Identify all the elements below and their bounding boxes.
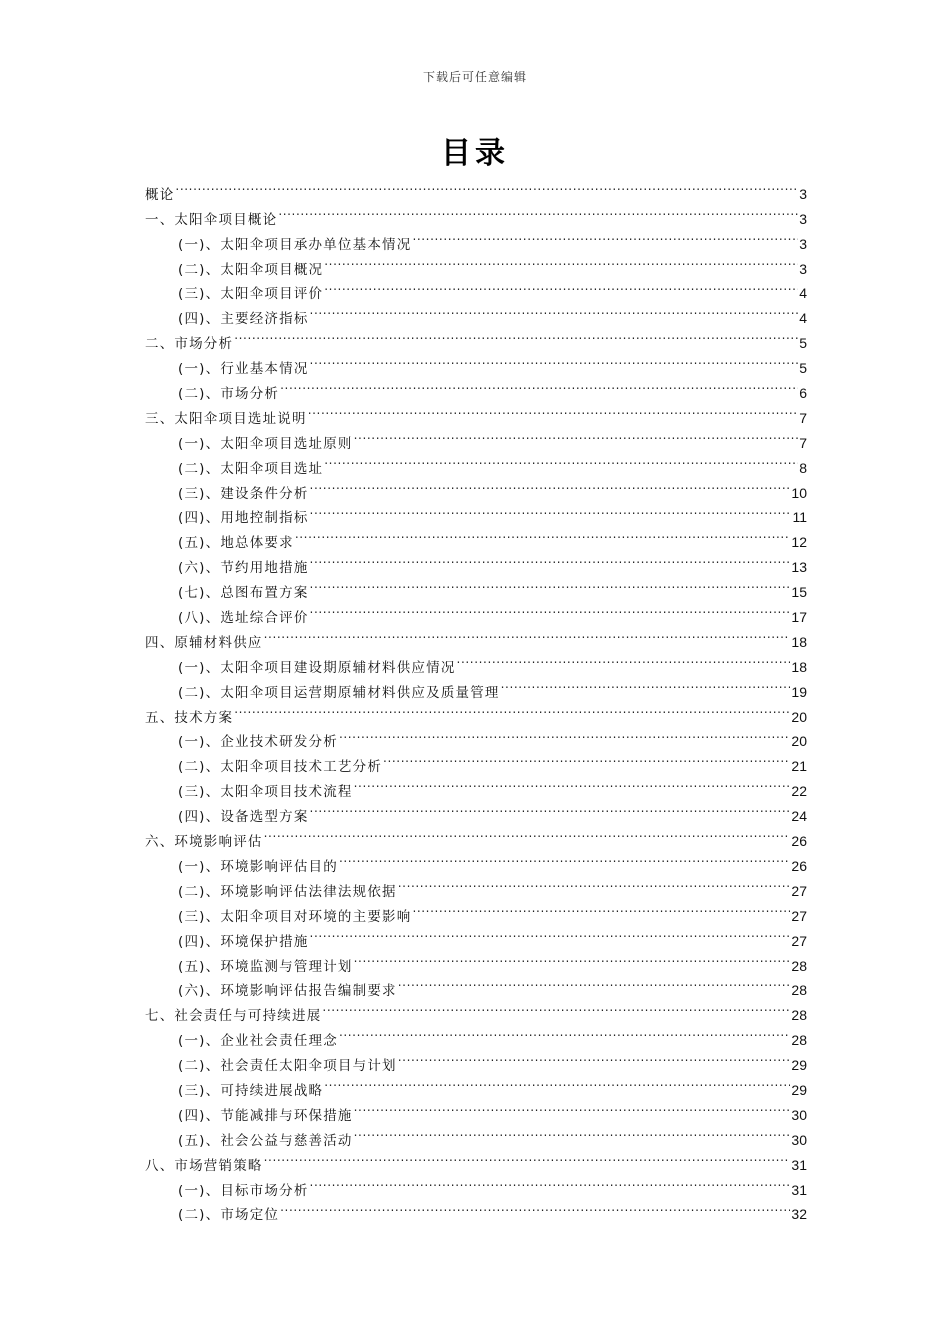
toc-entry-label: (五)、环境监测与管理计划	[178, 958, 353, 975]
toc-entry-label: (一)、企业社会责任理念	[178, 1033, 338, 1050]
toc-dot-leader	[310, 473, 791, 498]
toc-entry-page-number: 26	[791, 857, 807, 874]
toc-entry[interactable]	[145, 199, 807, 228]
toc-entry-page-number: 27	[791, 907, 807, 924]
toc-entry-page-number: 29	[791, 1081, 807, 1098]
toc-entry-label: (六)、节约用地措施	[178, 560, 309, 577]
toc-dot-leader	[412, 896, 790, 921]
toc-entry-page-number: 28	[791, 1032, 807, 1049]
toc-entry-page-number: 7	[799, 409, 807, 426]
toc-dot-leader	[354, 771, 791, 796]
toc-entry-page-number: 29	[791, 1057, 807, 1074]
toc-dot-leader	[322, 995, 790, 1020]
toc-entry-page-number: 28	[791, 982, 807, 999]
toc-entry-label: (四)、主要经济指标	[178, 311, 309, 328]
toc-entry-page-number: 31	[791, 1156, 807, 1173]
toc-entry-page-number: 28	[791, 1007, 807, 1024]
toc-entry-page-number: 6	[799, 385, 807, 402]
toc-entry-label: (六)、环境影响评估报告编制要求	[178, 983, 397, 1000]
toc-entry[interactable]	[145, 174, 807, 203]
toc-dot-leader	[324, 448, 798, 473]
toc-entry[interactable]	[145, 323, 807, 353]
toc-entry-page-number: 3	[799, 210, 807, 227]
toc-entry[interactable]	[145, 697, 807, 726]
toc-entry-page-number: 4	[799, 285, 807, 302]
toc-entry-label: (四)、设备选型方案	[178, 809, 309, 826]
toc-entry-label: (四)、节能减排与环保措施	[178, 1107, 353, 1124]
toc-entry-label: (三)、可持续进展战略	[178, 1082, 324, 1099]
toc-dot-leader	[339, 846, 790, 871]
toc-entry-page-number: 12	[791, 534, 807, 551]
toc-entry-label: 八、市场营销策略	[145, 1157, 263, 1174]
toc-entry-page-number: 30	[791, 1106, 807, 1123]
toc-entry-page-number: 3	[799, 235, 807, 252]
toc-dot-leader	[310, 572, 791, 597]
toc-entry-label: (二)、市场定位	[178, 1207, 280, 1224]
toc-dot-leader	[310, 348, 799, 373]
toc-entry-page-number: 3	[799, 260, 807, 277]
table-of-contents	[145, 174, 807, 1224]
page-title: 目录	[441, 136, 509, 171]
toc-entry-label: (三)、太阳伞项目评价	[178, 286, 324, 303]
toc-entry-page-number: 20	[791, 708, 807, 725]
toc-entry[interactable]	[145, 348, 807, 378]
toc-entry-page-number: 8	[799, 459, 807, 476]
toc-entry-page-number: 18	[791, 633, 807, 650]
toc-entry-label: 六、环境影响评估	[145, 834, 263, 851]
toc-dot-leader	[264, 1145, 791, 1170]
toc-entry-label: (五)、社会公益与慈善活动	[178, 1132, 353, 1149]
toc-entry-label: (二)、社会责任太阳伞项目与计划	[178, 1058, 397, 1075]
toc-entry-label: (四)、环境保护措施	[178, 933, 309, 950]
toc-entry-label: (五)、地总体要求	[178, 535, 294, 552]
toc-entry-page-number: 15	[791, 584, 807, 601]
toc-dot-leader	[310, 298, 799, 323]
toc-dot-leader	[310, 597, 791, 622]
toc-entry-label: 二、市场分析	[145, 336, 234, 353]
toc-entry-label: (八)、选址综合评价	[178, 610, 309, 627]
toc-dot-leader	[310, 796, 791, 821]
toc-dot-leader	[310, 498, 792, 523]
toc-entry-label: (二)、太阳伞项目选址	[178, 460, 324, 477]
toc-dot-leader	[457, 647, 791, 672]
toc-entry-page-number: 5	[799, 335, 807, 352]
toc-entry-label: (七)、总图布置方案	[178, 585, 309, 602]
toc-entry-page-number: 26	[791, 833, 807, 850]
toc-dot-leader	[324, 1070, 790, 1095]
toc-entry-page-number: 31	[791, 1181, 807, 1198]
toc-entry-page-number: 21	[791, 758, 807, 775]
toc-entry-label: 概论	[145, 186, 175, 203]
toc-dot-leader	[398, 1045, 791, 1070]
toc-dot-leader	[310, 1170, 791, 1195]
toc-dot-leader	[324, 249, 798, 274]
toc-entry-page-number: 27	[791, 882, 807, 899]
toc-dot-leader	[264, 622, 791, 647]
toc-entry-label: (二)、太阳伞项目运营期原辅材料供应及质量管理	[178, 684, 500, 701]
toc-entry[interactable]	[145, 722, 807, 751]
toc-dot-leader	[175, 174, 798, 199]
toc-entry-page-number: 3	[799, 185, 807, 202]
toc-entry-label: (一)、目标市场分析	[178, 1182, 309, 1199]
toc-entry-label: (二)、太阳伞项目概况	[178, 261, 324, 278]
toc-entry-label: (二)、太阳伞项目技术工艺分析	[178, 759, 383, 776]
toc-entry-label: (二)、市场分析	[178, 386, 280, 403]
toc-dot-leader	[278, 199, 798, 224]
toc-entry-page-number: 13	[791, 559, 807, 576]
toc-entry-label: (一)、环境影响评估目的	[178, 858, 338, 875]
toc-entry-label: (三)、太阳伞项目对环境的主要影响	[178, 908, 412, 925]
toc-entry-page-number: 22	[791, 783, 807, 800]
toc-entry-label: (一)、企业技术研发分析	[178, 734, 338, 751]
toc-entry-page-number: 28	[791, 957, 807, 974]
toc-entry-label: 七、社会责任与可持续进展	[145, 1008, 322, 1025]
toc-entry-page-number: 7	[799, 434, 807, 451]
toc-entry-page-number: 10	[791, 484, 807, 501]
toc-entry-page-number: 20	[791, 733, 807, 750]
toc-entry-label: (二)、环境影响评估法律法规依据	[178, 883, 397, 900]
toc-entry-page-number: 27	[791, 932, 807, 949]
toc-entry-page-number: 32	[791, 1206, 807, 1223]
toc-dot-leader	[398, 971, 791, 996]
toc-dot-leader	[324, 274, 798, 299]
toc-dot-leader	[354, 1095, 791, 1120]
toc-dot-leader	[280, 373, 798, 398]
toc-dot-leader	[412, 224, 798, 249]
toc-entry-page-number: 4	[799, 310, 807, 327]
toc-entry-page-number: 5	[799, 360, 807, 377]
toc-dot-leader	[339, 1020, 790, 1045]
toc-dot-leader	[383, 746, 790, 771]
toc-entry-label: (一)、太阳伞项目选址原则	[178, 435, 353, 452]
toc-entry-label: 五、技术方案	[145, 709, 234, 726]
toc-dot-leader	[295, 522, 791, 547]
toc-dot-leader	[280, 1195, 790, 1220]
toc-dot-leader	[308, 398, 799, 423]
toc-entry-label: (三)、建设条件分析	[178, 485, 309, 502]
toc-entry-page-number: 24	[791, 808, 807, 825]
toc-entry-page-number: 17	[791, 609, 807, 626]
header-note: 下载后可任意编辑	[422, 70, 527, 84]
toc-dot-leader	[501, 672, 791, 697]
toc-dot-leader	[354, 1120, 791, 1145]
toc-dot-leader	[339, 722, 790, 747]
toc-entry-label: (一)、太阳伞项目建设期原辅材料供应情况	[178, 659, 456, 676]
toc-entry-page-number: 11	[792, 509, 807, 526]
toc-entry-label: 三、太阳伞项目选址说明	[145, 410, 307, 427]
toc-entry-label: 一、太阳伞项目概论	[145, 211, 278, 228]
toc-entry-label: (一)、行业基本情况	[178, 361, 309, 378]
toc-dot-leader	[354, 423, 799, 448]
toc-entry-label: (一)、太阳伞项目承办单位基本情况	[178, 236, 412, 253]
toc-entry-label: 四、原辅材料供应	[145, 634, 263, 651]
toc-dot-leader	[310, 547, 791, 572]
toc-dot-leader	[234, 323, 798, 348]
toc-entry-page-number: 30	[791, 1131, 807, 1148]
toc-dot-leader	[398, 871, 791, 896]
toc-entry-page-number: 18	[791, 658, 807, 675]
toc-dot-leader	[264, 821, 791, 846]
toc-entry-label: (四)、用地控制指标	[178, 510, 309, 527]
toc-dot-leader	[354, 946, 791, 971]
toc-entry-page-number: 19	[791, 683, 807, 700]
toc-entry-label: (三)、太阳伞项目技术流程	[178, 784, 353, 801]
toc-dot-leader	[310, 921, 791, 946]
toc-dot-leader	[234, 697, 790, 722]
